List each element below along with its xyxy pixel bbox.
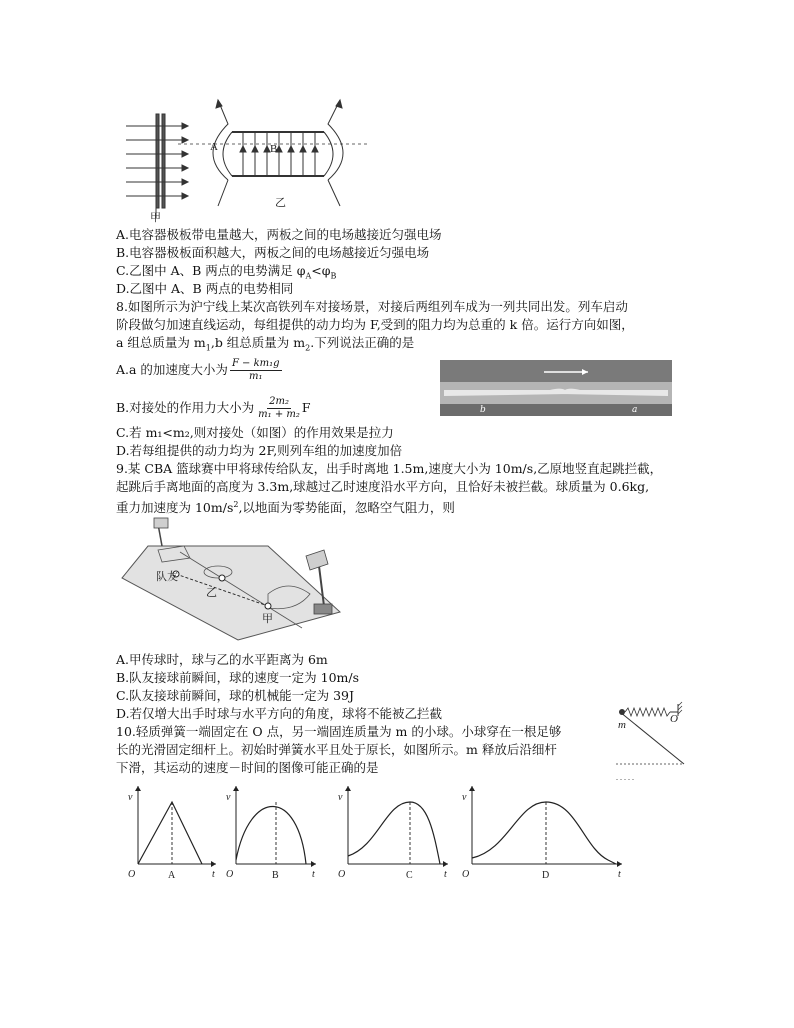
point-a-label: A [210,141,218,153]
point-b-label: B [270,143,278,155]
basketball-court-figure [118,516,348,648]
spring-rod-figure [612,700,688,780]
label-teammate: 队友 [156,571,178,583]
v-axis-arrow [233,786,239,791]
figure-jia-label: 甲 [150,212,161,224]
vt-graph-c [338,786,448,881]
photo-label-a: a [632,405,638,415]
option-label: A [168,870,176,881]
t-axis-label: t [444,869,447,880]
figure-jia [126,114,188,218]
vt-curve [138,802,202,864]
vt-graph-a [128,786,216,881]
q8-stem-line1: 8.如图所示为沪宁线上某次高铁列车对接场景，对接后两组列车成为一列共同出发。列车启动 [116,299,628,314]
q10-stem-line3: 下滑，其运动的速度－时间的图像可能正确的是 [116,760,379,775]
q7-option-b: B.电容器极板面积越大，两板之间的电场越接近匀强电场 [116,245,430,260]
train-photo [440,360,672,416]
q8-option-d: D.若每组提供的动力均为 2F,则列车组的加速度加倍 [116,443,403,458]
option-label: B [272,870,279,881]
q9-option-b: B.队友接球前瞬间，球的速度一定为 10m/s [116,670,360,685]
q8-option-b: B.对接处的作用力大小为 $\frac{\text{2m₂}}{\text{m₁ + m₂}}$ F [116,396,311,420]
train-illustration [440,360,672,416]
q8-option-a: A.a 的加速度大小为 $\frac{\text{F − km₁g}}{\text{m₁}}$ [116,358,280,382]
q9-option-a: A.甲传球时，球与乙的水平距离为 6m [116,652,328,667]
vt-curve [348,802,440,864]
label-jia: 甲 [262,613,273,625]
origin-label: O [128,869,136,880]
t-axis-arrow [617,861,622,867]
v-axis-label: v [226,792,231,803]
q7-option-c: C.乙图中 A、B 两点的电势满足 $\varphi_A<\varphi_B$ [116,263,337,281]
v-axis-arrow [135,786,141,791]
vt-graph-b [226,786,316,881]
q7-option-d: D.乙图中 A、B 两点的电势相同 [116,281,294,296]
label-yi: 乙 [206,587,217,599]
v-axis-arrow [469,786,475,791]
q9-stem-line3: 重力加速度为 $10m/s^2$,以地面为零势能面，忽略空气阻力，则 [116,500,455,516]
origin-label: O [338,869,346,880]
t-axis-label: t [312,869,315,880]
q10-stem-line1: 10.轻质弹簧一端固定在 O 点，另一端固连质量为 m 的小球。小球穿在一根足够 [116,724,562,739]
v-axis-arrow [345,786,351,791]
option-label: C [406,870,413,881]
q7-option-a: A.电容器极板带电量越大，两板之间的电场越接近匀强电场 [116,227,442,242]
q8-option-c: C.若 m₁<m₂,则对接处（如图）的作用效果是拉力 [116,425,394,440]
q9-option-c: C.队友接球前瞬间，球的机械能一定为 39J [116,688,354,703]
vt-graphs [120,780,640,886]
origin-label: O [462,869,470,880]
label-m: m [618,719,626,731]
q9-stem-line2: 起跳后手离地面的高度为 3.3m,球越过乙时速度沿水平方向，且恰好未被拦截。球质量为 0.6kg, [116,479,650,494]
q10-stem-line2: 长的光滑固定细杆上。初始时弹簧水平且处于原长，如图所示。m 释放后沿细杆 [116,742,557,757]
v-axis-label: v [128,792,133,803]
t-axis-arrow [443,861,448,867]
label-o: O [670,713,678,725]
origin-label: O [226,869,234,880]
t-axis-arrow [311,861,316,867]
option-label: D [542,870,550,881]
vt-curve [236,806,306,864]
q9-stem-line1: 9.某 CBA 篮球赛中甲将球传给队友，出手时离地 1.5m,速度大小为 10m/s,乙原地竖直起跳拦截， [116,461,663,476]
v-axis-label: v [462,792,467,803]
field-figure [118,94,388,224]
t-axis-label: t [618,869,621,880]
vt-curve [472,802,616,864]
photo-label-b: b [480,405,486,415]
q8-stem-line2: 阶段做匀加速直线运动，每组提供的动力均为 F,受到的阻力均为总重的 k 倍。运行方向如图， [116,317,634,332]
q8-stem-line3: a 组总质量为 $m_1,b$ 组总质量为 $m_2$.下列说法正确的是 [116,335,415,353]
vt-graph-d [462,786,622,881]
t-axis-label: t [212,869,215,880]
q9-option-d: D.若仅增大出手时球与水平方向的角度，球将不能被乙拦截 [116,706,443,721]
t-axis-arrow [211,861,216,867]
figure-yi-label: 乙 [275,197,286,209]
v-axis-label: v [338,792,343,803]
